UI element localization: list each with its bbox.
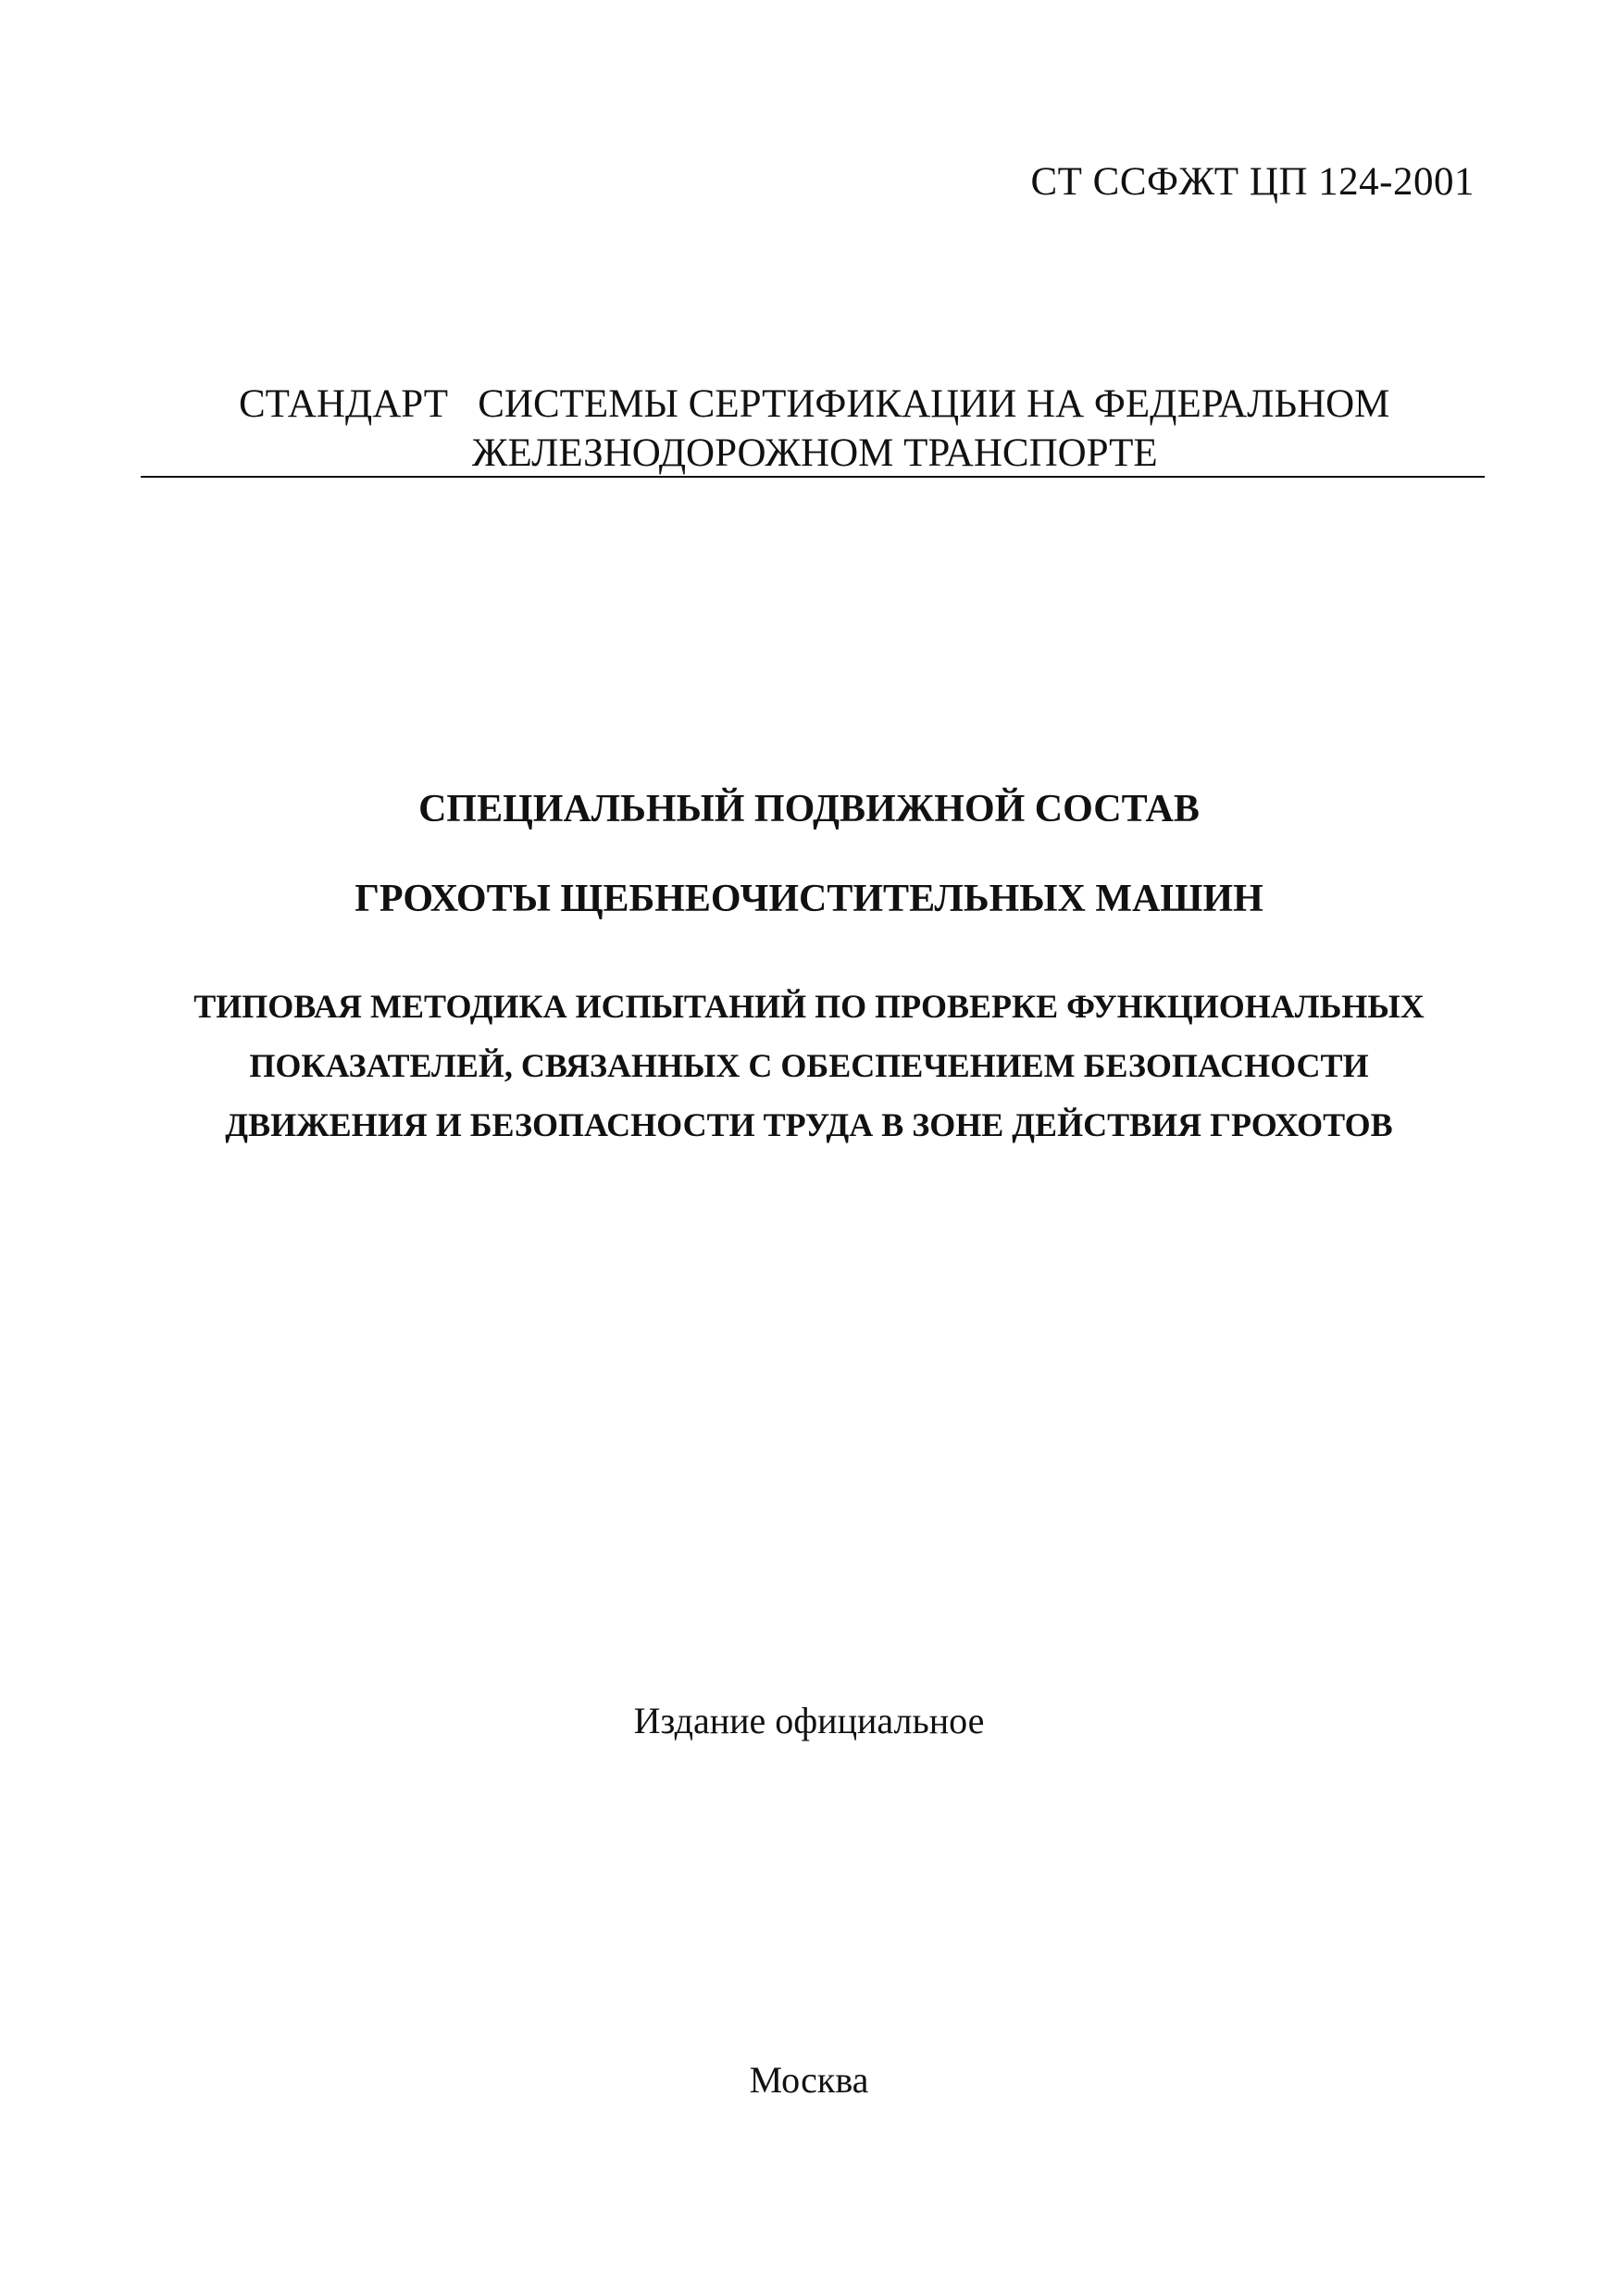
subtitle-line-2: ПОКАЗАТЕЛЕЙ, СВЯЗАННЫХ С ОБЕСПЕЧЕНИЕМ БЕЗОПАСНОСТИ bbox=[249, 1047, 1369, 1084]
subtitle-line-1: ТИПОВАЯ МЕТОДИКА ИСПЫТАНИЙ ПО ПРОВЕРКЕ ФУНКЦИОНАЛЬНЫХ bbox=[193, 988, 1425, 1025]
header-divider bbox=[141, 476, 1485, 478]
edition-label: Издание официальное bbox=[633, 1700, 985, 1741]
publication-city: Москва bbox=[749, 2059, 869, 2101]
standard-title-line-1: СТАНДАРТ СИСТЕМЫ СЕРТИФИКАЦИИ НА ФЕДЕРАЛЬНОМ bbox=[239, 382, 1390, 426]
title-line-2: ГРОХОТЫ ЩЕБНЕОЧИСТИТЕЛЬНЫХ МАШИН bbox=[355, 878, 1263, 920]
standard-title-line-2: ЖЕЛЕЗНОДОРОЖНОМ ТРАНСПОРТЕ bbox=[472, 431, 1158, 475]
document-code: СТ ССФЖТ ЦП 124-2001 bbox=[1030, 160, 1475, 204]
subtitle-line-3: ДВИЖЕНИЯ И БЕЗОПАСНОСТИ ТРУДА В ЗОНЕ ДЕЙСТВИЯ ГРОХОТОВ bbox=[225, 1106, 1393, 1143]
title-line-1: СПЕЦИАЛЬНЫЙ ПОДВИЖНОЙ СОСТАВ bbox=[418, 788, 1200, 830]
